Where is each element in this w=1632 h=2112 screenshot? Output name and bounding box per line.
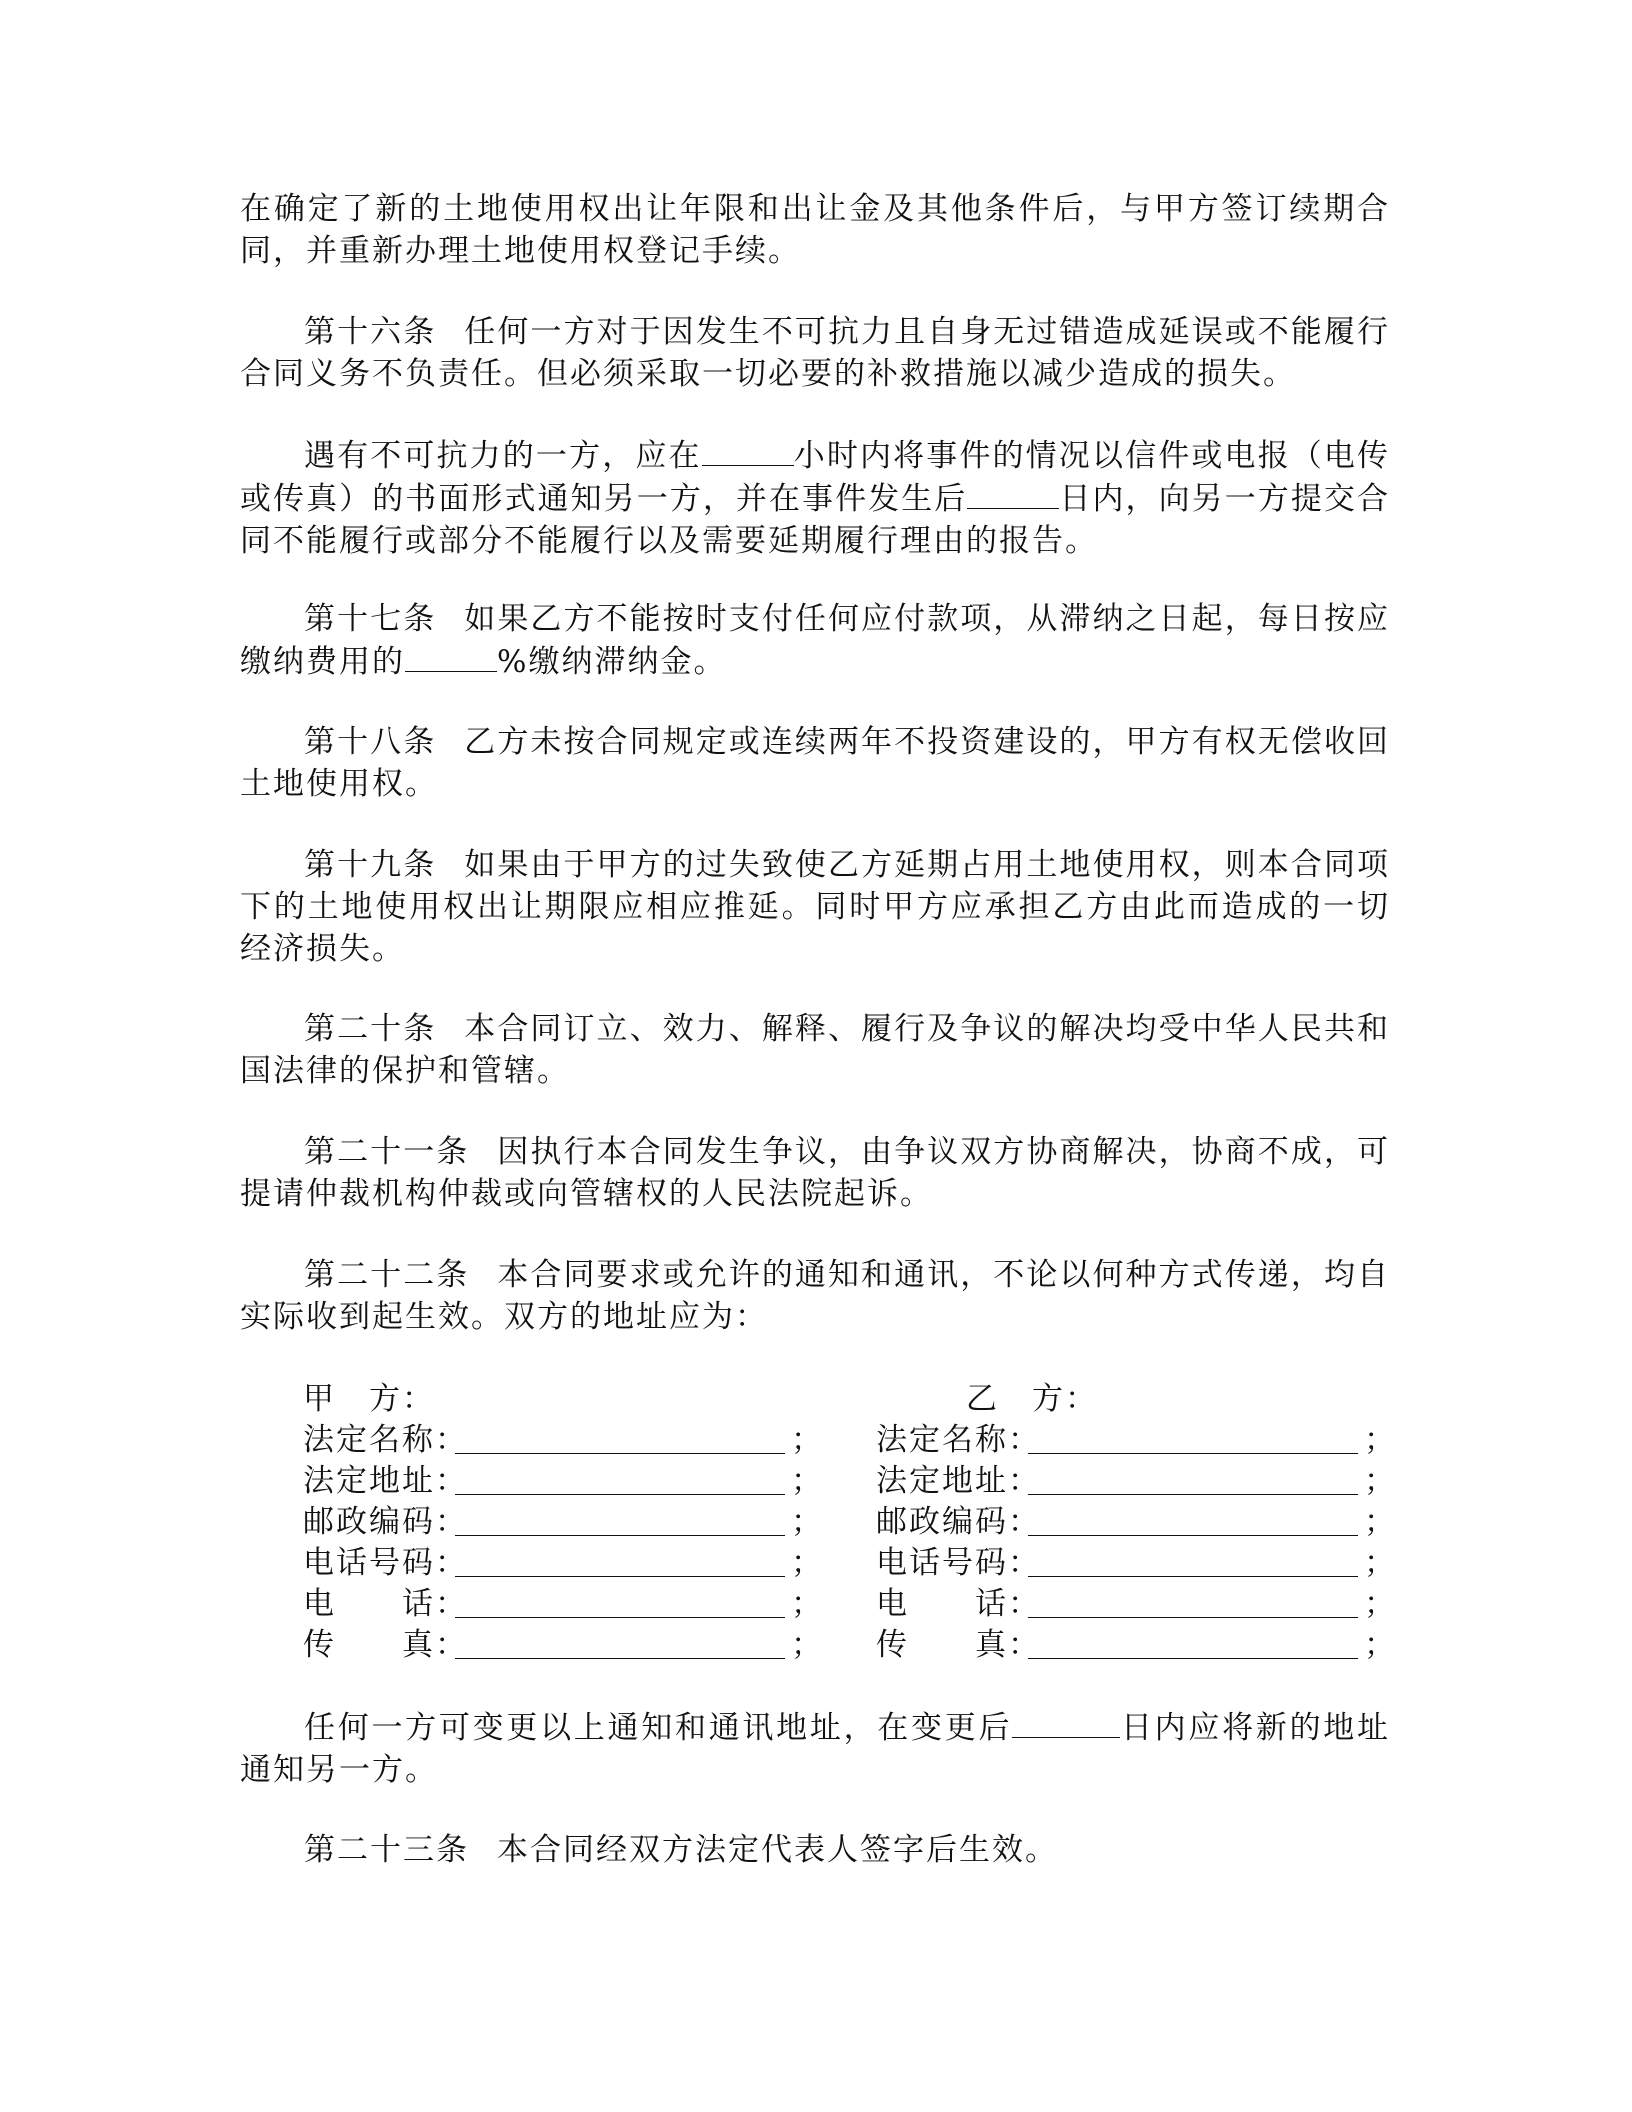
field-input-line[interactable]: [455, 1658, 785, 1659]
field-input-line[interactable]: [455, 1617, 785, 1618]
field-label: 传 真：: [303, 1627, 468, 1663]
article-number: 第十九条: [304, 847, 437, 883]
article-20: [240, 1008, 1390, 1092]
field-separator: ；: [791, 1463, 824, 1499]
field-separator: ；: [791, 1627, 824, 1663]
field-separator: ；: [1364, 1463, 1397, 1499]
field-separator: ；: [1364, 1627, 1397, 1663]
article-text: 本合同经双方法定代表人签字后生效。: [497, 1832, 1058, 1868]
field-label: 法定名称：: [303, 1422, 468, 1458]
text-segment: 日内应将新的地址通知另一方。: [240, 1710, 1391, 1788]
article-22: [240, 1254, 1390, 1338]
field-label: 法定名称：: [876, 1422, 1041, 1458]
paragraph-renewal: 在确定了新的土地使用权出让年限和出让金及其他条件后，与甲方签订续期合同，并重新办理土地使用权登记手续。: [240, 191, 1390, 269]
field-input-line[interactable]: [455, 1576, 785, 1577]
field-separator: ；: [791, 1586, 824, 1622]
paragraph-address-change: [240, 1706, 1390, 1791]
article-19: [240, 844, 1390, 970]
field-separator: ；: [1364, 1422, 1397, 1458]
text-segment: 遇有不可抗力的一方，应在: [304, 438, 702, 474]
text-segment: 任何一方可变更以上通知和通讯地址，在变更后: [304, 1710, 1013, 1746]
field-input-line[interactable]: [1028, 1617, 1358, 1618]
text-segment: 小时内将事件的情况以信件或电报（电传或传真）的书面形式通知另一方，并在事件发生后: [240, 438, 1391, 517]
field-input-line[interactable]: [455, 1535, 785, 1536]
field-label: 电话号码：: [876, 1545, 1041, 1581]
party-a-heading: 甲 方：: [303, 1381, 435, 1417]
field-separator: ；: [1364, 1504, 1397, 1540]
blank-days[interactable]: [1012, 1706, 1120, 1738]
field-label: 电 话：: [303, 1586, 468, 1622]
paragraph-force-majeure: [240, 434, 1390, 562]
field-input-line[interactable]: [1028, 1576, 1358, 1577]
field-separator: ；: [791, 1504, 824, 1540]
blank-hours[interactable]: [702, 434, 794, 466]
article-21: [240, 1131, 1390, 1215]
field-input-line[interactable]: [455, 1453, 785, 1454]
article-text: 因执行本合同发生争议，由争议双方协商解决，协商不成，可提请仲裁机构仲裁或向管辖权的人民法院起诉。: [240, 1134, 1391, 1212]
field-label: 电话号码：: [303, 1545, 468, 1581]
article-number: 第二十三条: [304, 1832, 469, 1868]
field-separator: ；: [791, 1545, 824, 1581]
article-text: 乙方未按合同规定或连续两年不投资建设的，甲方有权无偿收回土地使用权。: [240, 724, 1391, 802]
blank-days[interactable]: [967, 477, 1059, 509]
field-input-line[interactable]: [1028, 1658, 1358, 1659]
field-label: 传 真：: [876, 1627, 1041, 1663]
blank-percent[interactable]: [405, 640, 497, 672]
text-segment: 日内，向另一方提交合同不能履行或部分不能履行以及需要延期履行理由的报告。: [240, 481, 1390, 559]
field-input-line[interactable]: [1028, 1453, 1358, 1454]
field-separator: ；: [1364, 1586, 1397, 1622]
article-text: 本合同要求或允许的通知和通讯，不论以何种方式传递，均自实际收到起生效。双方的地址应为：: [240, 1257, 1391, 1335]
field-separator: ；: [791, 1422, 824, 1458]
field-input-line[interactable]: [455, 1494, 785, 1495]
field-label: 邮政编码：: [876, 1504, 1041, 1540]
article-18: [240, 721, 1390, 805]
article-17: [240, 598, 1390, 683]
field-label: 邮政编码：: [303, 1504, 468, 1540]
field-input-line[interactable]: [1028, 1494, 1358, 1495]
field-label: 法定地址：: [876, 1463, 1041, 1499]
article-text: 如果由于甲方的过失致使乙方延期占用土地使用权，则本合同项下的土地使用权出让期限应相应推延。同时甲方应承担乙方由此而造成的一切经济损失。: [240, 847, 1391, 967]
text-segment: %缴纳滞纳金。: [497, 644, 727, 680]
article-number: 第十七条: [304, 601, 437, 637]
article-number: 第十六条: [304, 314, 437, 350]
field-input-line[interactable]: [1028, 1535, 1358, 1536]
field-label: 电 话：: [876, 1586, 1041, 1622]
field-label: 法定地址：: [303, 1463, 468, 1499]
article-number: 第二十一条: [304, 1134, 470, 1170]
article-23: [240, 1829, 1390, 1871]
article-number: 第二十条: [304, 1011, 437, 1047]
party-b-heading: 乙 方：: [966, 1381, 1098, 1417]
article-text: 本合同订立、效力、解释、履行及争议的解决均受中华人民共和国法律的保护和管辖。: [240, 1011, 1391, 1089]
text-segment: 如果乙方不能按时支付任何应付款项，从滞纳之日起，每日按应缴纳费用的: [240, 601, 1391, 680]
article-16: [240, 311, 1390, 395]
field-separator: ；: [1364, 1545, 1397, 1581]
article-number: 第十八条: [304, 724, 437, 760]
article-text: 任何一方对于因发生不可抗力且自身无过错造成延误或不能履行合同义务不负责任。但必须采取一切必要的补救措施以减少造成的损失。: [240, 314, 1391, 392]
article-number: 第二十二条: [304, 1257, 470, 1293]
